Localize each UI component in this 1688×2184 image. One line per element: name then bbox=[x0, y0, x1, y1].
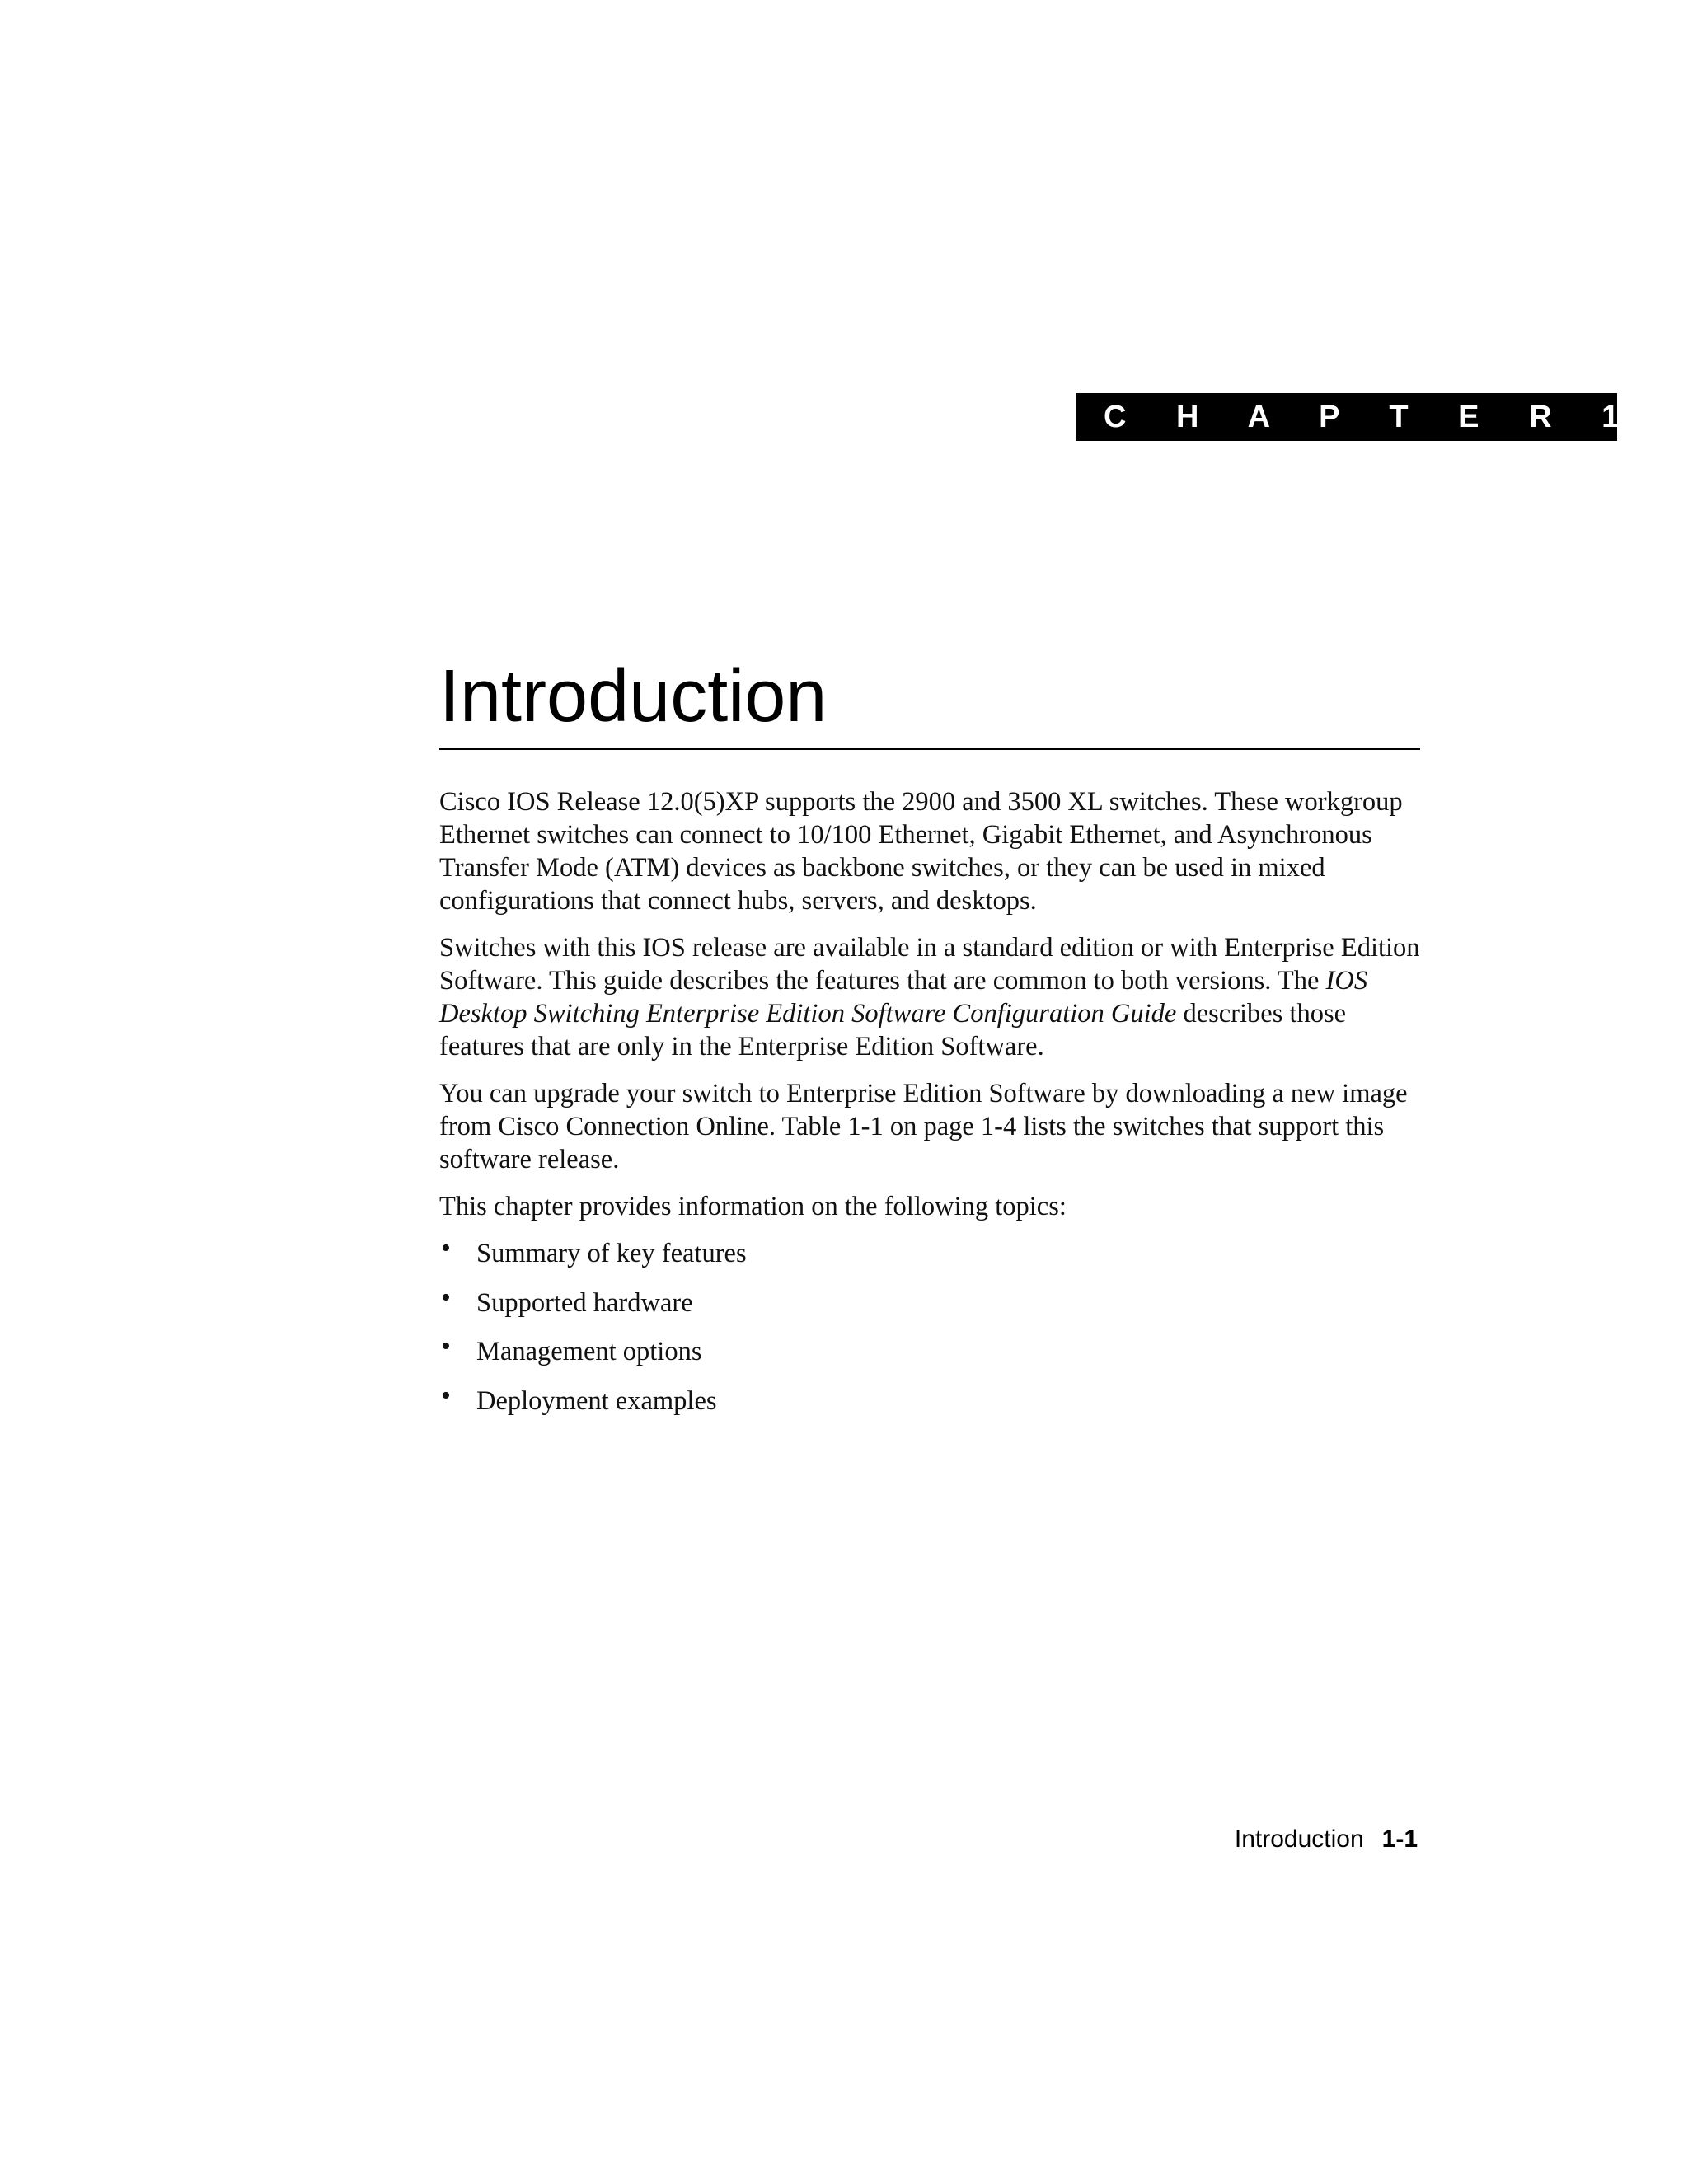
text-line: features that are only in the Enterprise Edition Software. bbox=[439, 1032, 1044, 1062]
guide-title-italic: Desktop Switching Enterprise Edition Software Configuration Guide bbox=[439, 999, 1177, 1029]
bullet-icon: • bbox=[441, 1282, 451, 1313]
text-line: You can upgrade your switch to Enterprise Edition Software by downloading a new image bbox=[439, 1079, 1408, 1108]
text-line: from Cisco Connection Online. Table 1-1 on page 1-4 lists the switches that support this bbox=[439, 1112, 1385, 1141]
footer-section: Introduction bbox=[1234, 1825, 1364, 1853]
bullet-icon: • bbox=[441, 1233, 451, 1263]
text-line: Switches with this IOS release are available in a standard edition or with Enterprise Edition bbox=[439, 933, 1420, 963]
body-text bbox=[439, 785, 1424, 1433]
list-item-text: Deployment examples bbox=[476, 1385, 717, 1416]
title-divider bbox=[439, 748, 1420, 750]
list-item-text: Supported hardware bbox=[476, 1287, 693, 1318]
text-segment: Software. This guide describes the features that are common to both versions. The bbox=[439, 966, 1326, 996]
chapter-label: C H A P T E R 1 bbox=[1104, 400, 1640, 434]
text-line: Ethernet switches can connect to 10/100 Ethernet, Gigabit Ethernet, and Asynchronous bbox=[439, 820, 1372, 850]
text-line bbox=[439, 964, 1424, 997]
page-title: Introduction bbox=[439, 655, 828, 738]
page-footer bbox=[1071, 1823, 1418, 1856]
text-line: software release. bbox=[439, 1145, 620, 1174]
list-item-text: Management options bbox=[476, 1337, 702, 1366]
text-line: This chapter provides information on the following topics: bbox=[439, 1192, 1067, 1221]
text-line: configurations that connect hubs, servers, and desktops. bbox=[439, 886, 1037, 916]
list-item bbox=[439, 1380, 1424, 1418]
list-item bbox=[439, 1233, 1424, 1270]
topics-intro-paragraph bbox=[439, 1190, 1424, 1223]
page-number: 1-1 bbox=[1381, 1825, 1418, 1853]
list-item bbox=[439, 1282, 1424, 1319]
text-line: Transfer Mode (ATM) devices as backbone switches, or they can be used in mixed bbox=[439, 853, 1325, 883]
text-line: Cisco IOS Release 12.0(5)XP supports the 2900 and 3500 XL switches. These workgroup bbox=[439, 787, 1403, 817]
bullet-icon: • bbox=[441, 1331, 451, 1361]
text-segment: describes those bbox=[1176, 999, 1347, 1029]
text-line bbox=[439, 997, 1424, 1030]
upgrade-paragraph bbox=[439, 1077, 1424, 1176]
editions-paragraph bbox=[439, 931, 1424, 1063]
bullet-icon: • bbox=[441, 1380, 451, 1411]
list-item-text: Summary of key features bbox=[476, 1239, 747, 1268]
topics-list bbox=[439, 1233, 1424, 1418]
chapter-banner bbox=[1076, 393, 1640, 441]
list-item bbox=[439, 1331, 1424, 1368]
guide-title-italic: IOS bbox=[1325, 966, 1368, 996]
intro-paragraph bbox=[439, 785, 1424, 917]
